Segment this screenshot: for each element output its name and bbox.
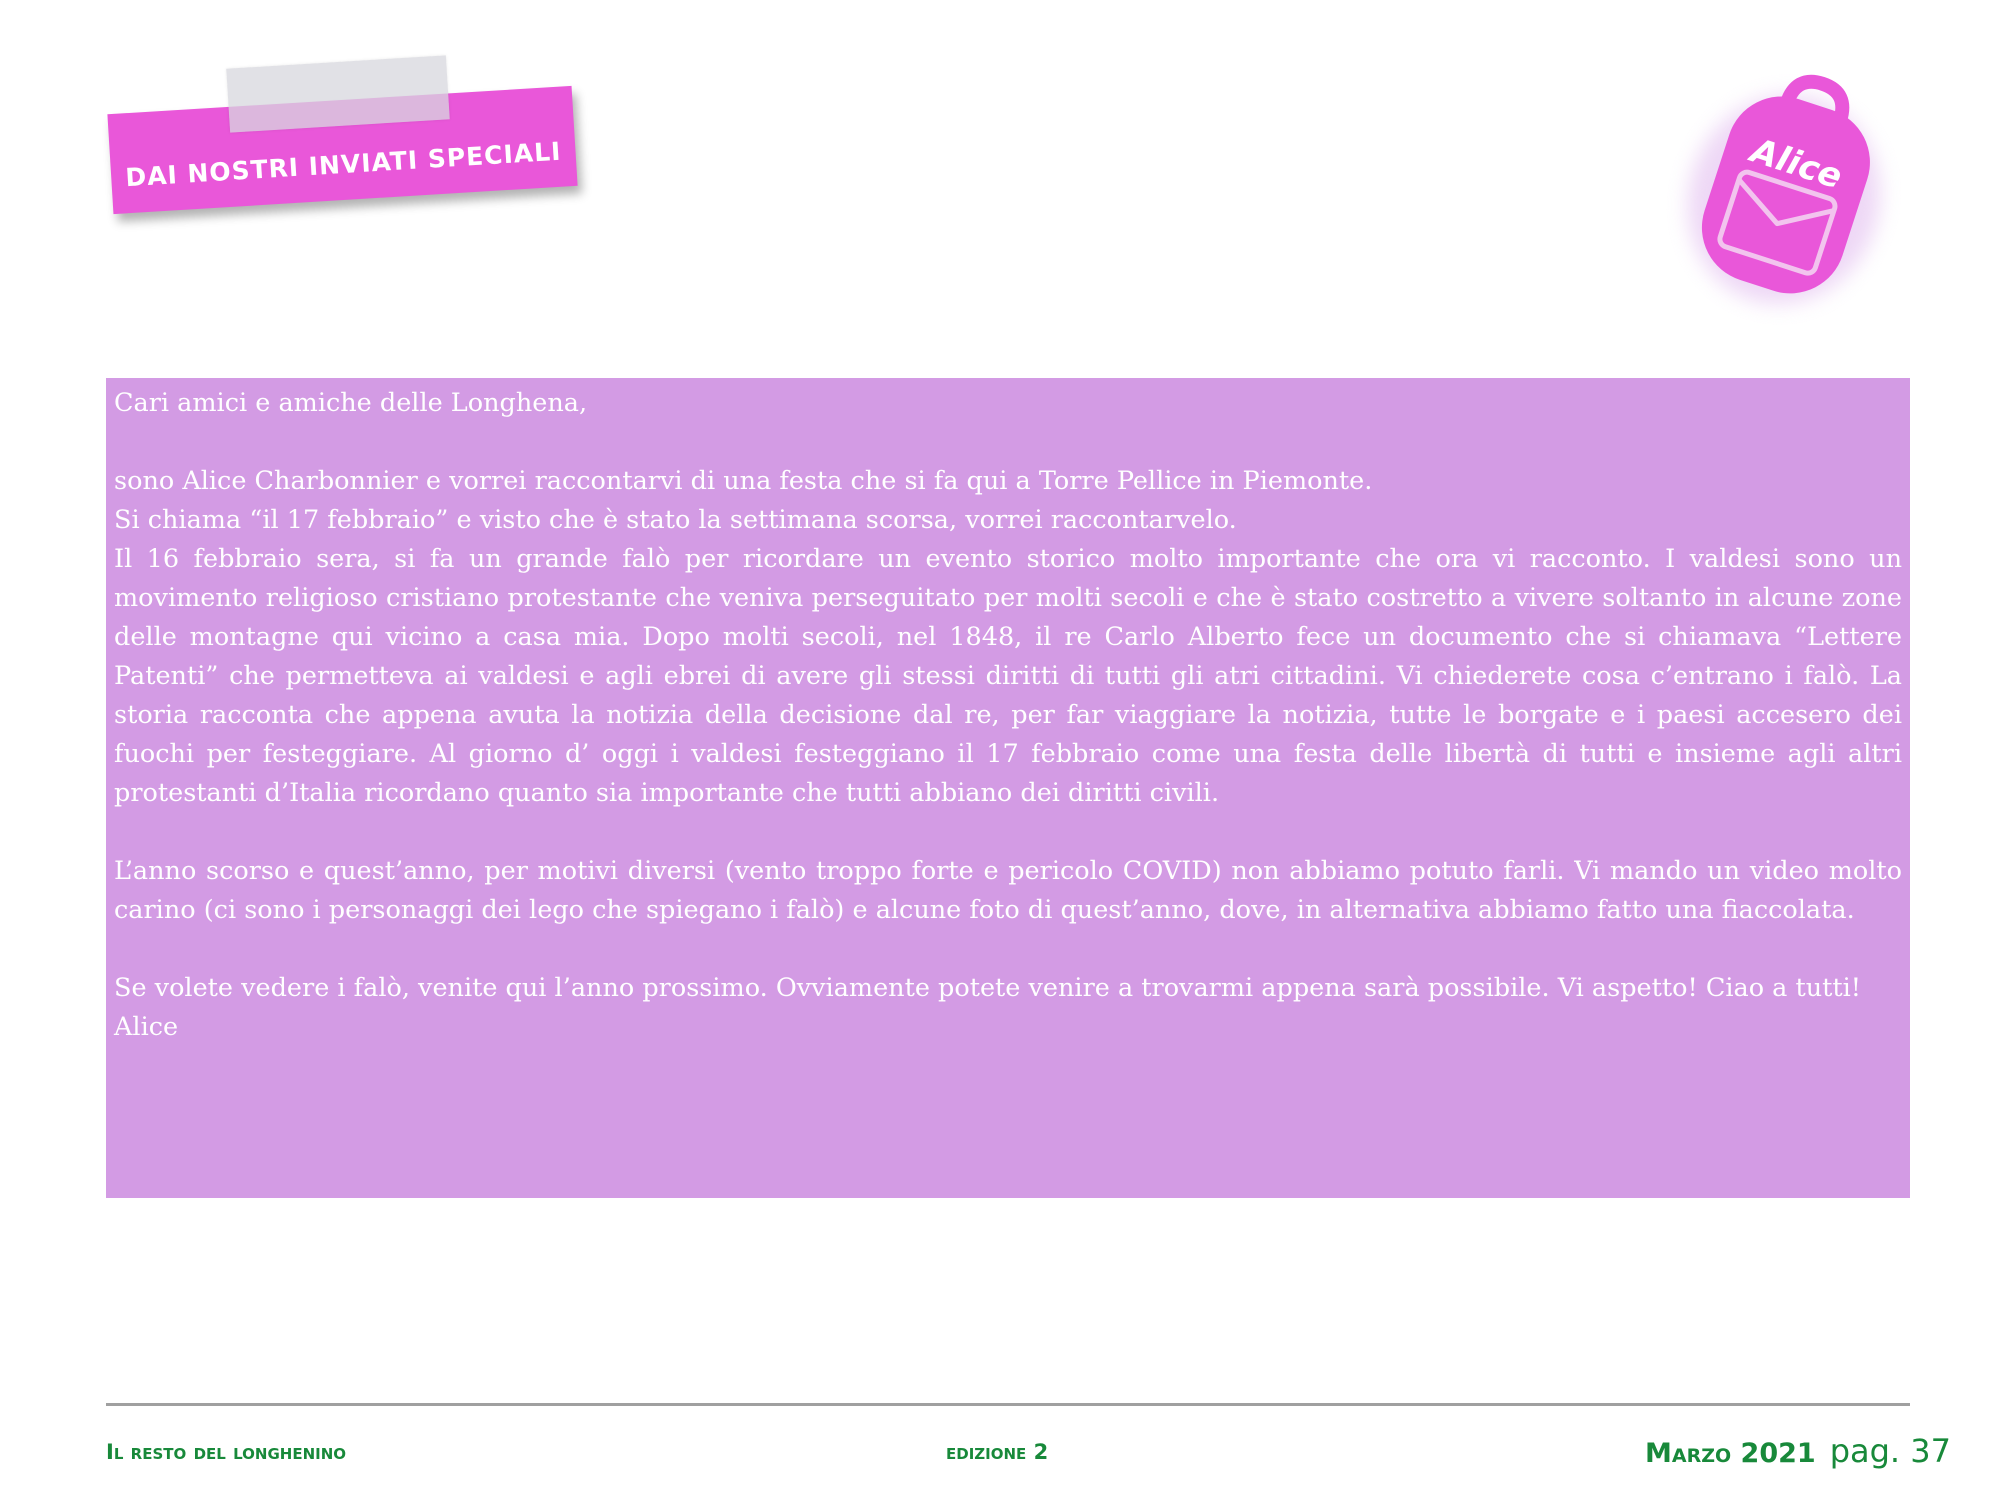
backpack-icon	[1680, 60, 1895, 310]
footer-publication: Il resto del longhenino	[106, 1440, 347, 1464]
backpack-badge	[1680, 60, 1895, 310]
footer-divider	[106, 1403, 1910, 1406]
section-label: DAI NOSTRI INVIATI SPECIALI	[124, 136, 563, 192]
footer-date-page	[1645, 1432, 1951, 1470]
paragraph-gap	[114, 813, 1902, 852]
letter-greeting: Cari amici e amiche delle Longhena,	[114, 388, 588, 418]
letter-story-paragraph: Il 16 febbraio sera, si fa un grande falò per ricordare un evento storico molto importante che ora vi racconto. I valdesi sono un movimento religioso cristiano protestante che veniva perseguitato per molti secoli e che è stato costretto a vivere soltanto in alcune zone delle montagne qui vicino a casa mia. Dopo molti secoli, nel 1848, il re Carlo Alberto fece un documento che si chiamava “Lettere Patenti” che permetteva ai valdesi e agli ebrei di avere gli stessi diritti di tutti gli atri cittadini. Vi chiederete cosa c’entrano i falò. La storia racconta che appena avuta la notizia della decisione dal re, per far viaggiare la notizia, tutte le borgate e i paesi accesero dei fuochi per festeggiare. Al giorno d’ oggi i valdesi festeggiano il 17 febbraio come una festa delle libertà di tutti e insieme agli altri protestanti d’Italia ricordano quanto sia importante che tutti abbiano dei diritti civili.	[114, 544, 1902, 808]
paragraph-gap	[114, 930, 1902, 969]
letter-signature: Alice	[114, 1012, 179, 1042]
letter-intro-line-1: sono Alice Charbonnier e vorrei raccontarvi di una festa che si fa qui a Torre Pellice in Piemonte.	[114, 466, 1373, 496]
page-number: pag. 37	[1829, 1432, 1951, 1470]
footer-edition: edizione 2	[946, 1440, 1049, 1464]
letter-invite-paragraph: Se volete vedere i falò, venite qui l’anno prossimo. Ovviamente potete venire a trovarmi appena sarà possibile. Vi aspetto! Ciao a tutti!	[114, 973, 1862, 1003]
tape-strip	[226, 55, 449, 132]
paragraph-gap	[114, 423, 1902, 462]
letter-intro-line-2: Si chiama “il 17 febbraio” e visto che è stato la settimana scorsa, vorrei raccontarvelo.	[114, 505, 1237, 535]
badge-name: Alice	[1746, 130, 1847, 198]
letter-box	[106, 378, 1910, 1198]
footer-date: Marzo 2021	[1645, 1438, 1816, 1469]
letter-covid-paragraph: L’anno scorso e quest’anno, per motivi diversi (vento troppo forte e pericolo COVID) non abbiamo potuto farli. Vi mando un video molto carino (ci sono i personaggi dei lego che spiegano i falò) e alcune foto di quest’anno, dove, in alternativa abbiamo fatto una fiaccolata.	[114, 856, 1902, 925]
